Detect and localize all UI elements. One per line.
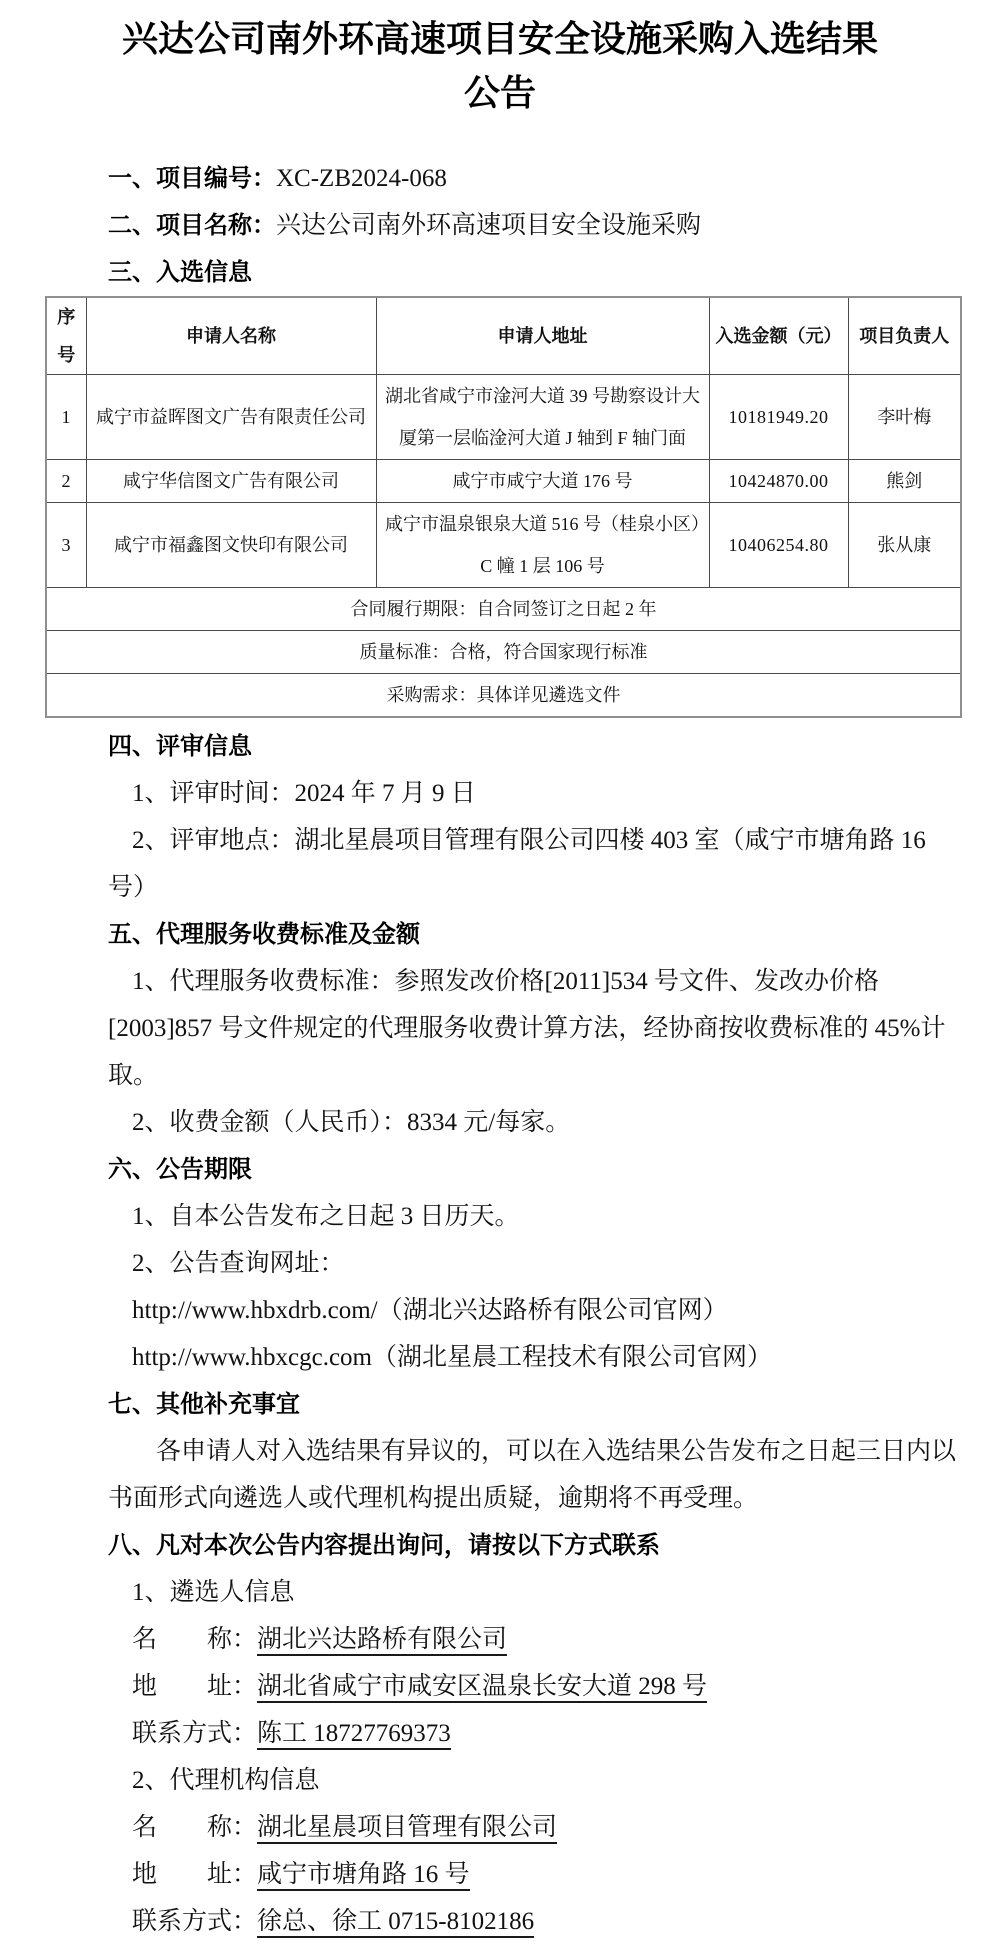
cell-selected-amount: 10406254.80 (709, 503, 848, 588)
header-seq-no: 序号 (46, 297, 86, 375)
selection-results-table (45, 296, 962, 718)
cell-selected-amount: 10181949.20 (709, 375, 848, 460)
table-row-procurement-demand (46, 674, 961, 718)
agency-phone-value: 徐总、徐工 0715-8102186 (257, 1908, 534, 1938)
project-number-label: 一、项目编号： (108, 165, 276, 192)
agency-phone-line (108, 1898, 964, 1945)
cell-applicant-name: 咸宁市益晖图文广告有限责任公司 (86, 375, 376, 460)
project-name-line (108, 202, 964, 249)
header-applicant-name: 申请人名称 (86, 297, 376, 375)
cell-project-manager: 张从康 (848, 503, 961, 588)
selector-address-label: 地 址： (132, 1673, 258, 1700)
selector-address-line (108, 1663, 964, 1710)
header-selected-amount: 入选金额（元） (709, 297, 848, 375)
cell-applicant-address: 湖北省咸宁市淦河大道 39 号勘察设计大厦第一层临淦河大道 J 轴到 F 轴门面 (376, 375, 709, 460)
table-row (46, 460, 961, 503)
cell-applicant-name: 咸宁华信图文广告有限公司 (86, 460, 376, 503)
announcement-url-xingda: http://www.hbxdrb.com/（湖北兴达路桥有限公司官网） (132, 1297, 728, 1324)
agency-fee-standard-line: 1、代理服务收费标准：参照发改价格[2011]534 号文件、发改办价格[2003]857 号文件规定的代理服务收费计算方法，经协商按收费标准的 45%计取。 (108, 968, 946, 1089)
table-row (46, 375, 961, 460)
cell-procurement-demand: 采购需求：具体详见遴选文件 (46, 674, 961, 718)
agency-address-label: 地 址： (132, 1861, 258, 1888)
cell-applicant-name: 咸宁市福鑫图文快印有限公司 (86, 503, 376, 588)
review-place-line: 2、评审地点：湖北星晨项目管理有限公司四楼 403 室（咸宁市塘角路 16 号） (108, 827, 926, 901)
project-number-value: XC-ZB2024-068 (276, 165, 447, 192)
review-time-line: 1、评审时间：2024 年 7 月 9 日 (132, 780, 476, 807)
announcement-url-xingchen: http://www.hbxcgc.com（湖北星晨工程技术有限公司官网） (132, 1344, 773, 1371)
selector-phone-value: 陈工 18727769373 (257, 1720, 451, 1750)
selector-info-heading: 1、遴选人信息 (132, 1579, 295, 1606)
announcement-period-line: 1、自本公告发布之日起 3 日历天。 (132, 1203, 520, 1230)
selector-name-value: 湖北兴达路桥有限公司 (257, 1626, 507, 1656)
agency-fee-heading: 五、代理服务收费标准及金额 (108, 921, 420, 948)
announcement-url-label-line: 2、公告查询网址： (132, 1250, 345, 1277)
announcement-period-heading: 六、公告期限 (108, 1156, 252, 1183)
contact-heading: 八、凡对本次公告内容提出询问，请按以下方式联系 (108, 1532, 660, 1559)
cell-seq-no: 3 (46, 503, 86, 588)
project-name-label: 二、项目名称： (108, 212, 276, 239)
selector-name-label: 名 称： (132, 1626, 258, 1653)
agency-info-heading: 2、代理机构信息 (132, 1767, 320, 1794)
project-name-value: 兴达公司南外环高速项目安全设施采购 (276, 212, 702, 239)
cell-project-manager: 熊剑 (848, 460, 961, 503)
agency-name-line (108, 1804, 964, 1851)
selector-address-value: 湖北省咸宁市咸安区温泉长安大道 298 号 (257, 1673, 707, 1703)
agency-phone-label: 联系方式： (132, 1908, 258, 1935)
selector-phone-line (108, 1710, 964, 1757)
header-project-manager: 项目负责人 (848, 297, 961, 375)
other-matters-paragraph: 各申请人对入选结果有异议的，可以在入选结果公告发布之日起三日内以书面形式向遴选人或代理机构提出质疑，逾期将不再受理。 (108, 1438, 957, 1512)
agency-name-value: 湖北星晨项目管理有限公司 (257, 1814, 557, 1844)
cell-contract-period: 合同履行期限：自合同签订之日起 2 年 (46, 588, 961, 631)
page-title: 兴达公司南外环高速项目安全设施采购入选结果公告 (121, 18, 878, 113)
header-applicant-address: 申请人地址 (376, 297, 709, 375)
table-row-contract-period (46, 588, 961, 631)
agency-fee-amount-line: 2、收费金额（人民币）：8334 元/每家。 (132, 1109, 571, 1136)
cell-project-manager: 李叶梅 (848, 375, 961, 460)
project-number-line (108, 155, 964, 202)
agency-address-line (108, 1851, 964, 1898)
cell-seq-no: 2 (46, 460, 86, 503)
cell-selected-amount: 10424870.00 (709, 460, 848, 503)
agency-address-value: 咸宁市塘角路 16 号 (257, 1861, 470, 1891)
cell-applicant-address: 咸宁市温泉银泉大道 516 号（桂泉小区）C 幢 1 层 106 号 (376, 503, 709, 588)
table-row-quality-standard (46, 631, 961, 674)
cell-applicant-address: 咸宁市咸宁大道 176 号 (376, 460, 709, 503)
agency-name-label: 名 称： (132, 1814, 258, 1841)
selection-info-heading: 三、入选信息 (108, 259, 252, 286)
review-info-heading: 四、评审信息 (108, 733, 252, 760)
cell-quality-standard: 质量标准：合格，符合国家现行标准 (46, 631, 961, 674)
cell-seq-no: 1 (46, 375, 86, 460)
selector-phone-label: 联系方式： (132, 1720, 258, 1747)
table-header-row (46, 297, 961, 375)
table-row (46, 503, 961, 588)
selector-name-line (108, 1616, 964, 1663)
other-matters-heading: 七、其他补充事宜 (108, 1391, 300, 1418)
